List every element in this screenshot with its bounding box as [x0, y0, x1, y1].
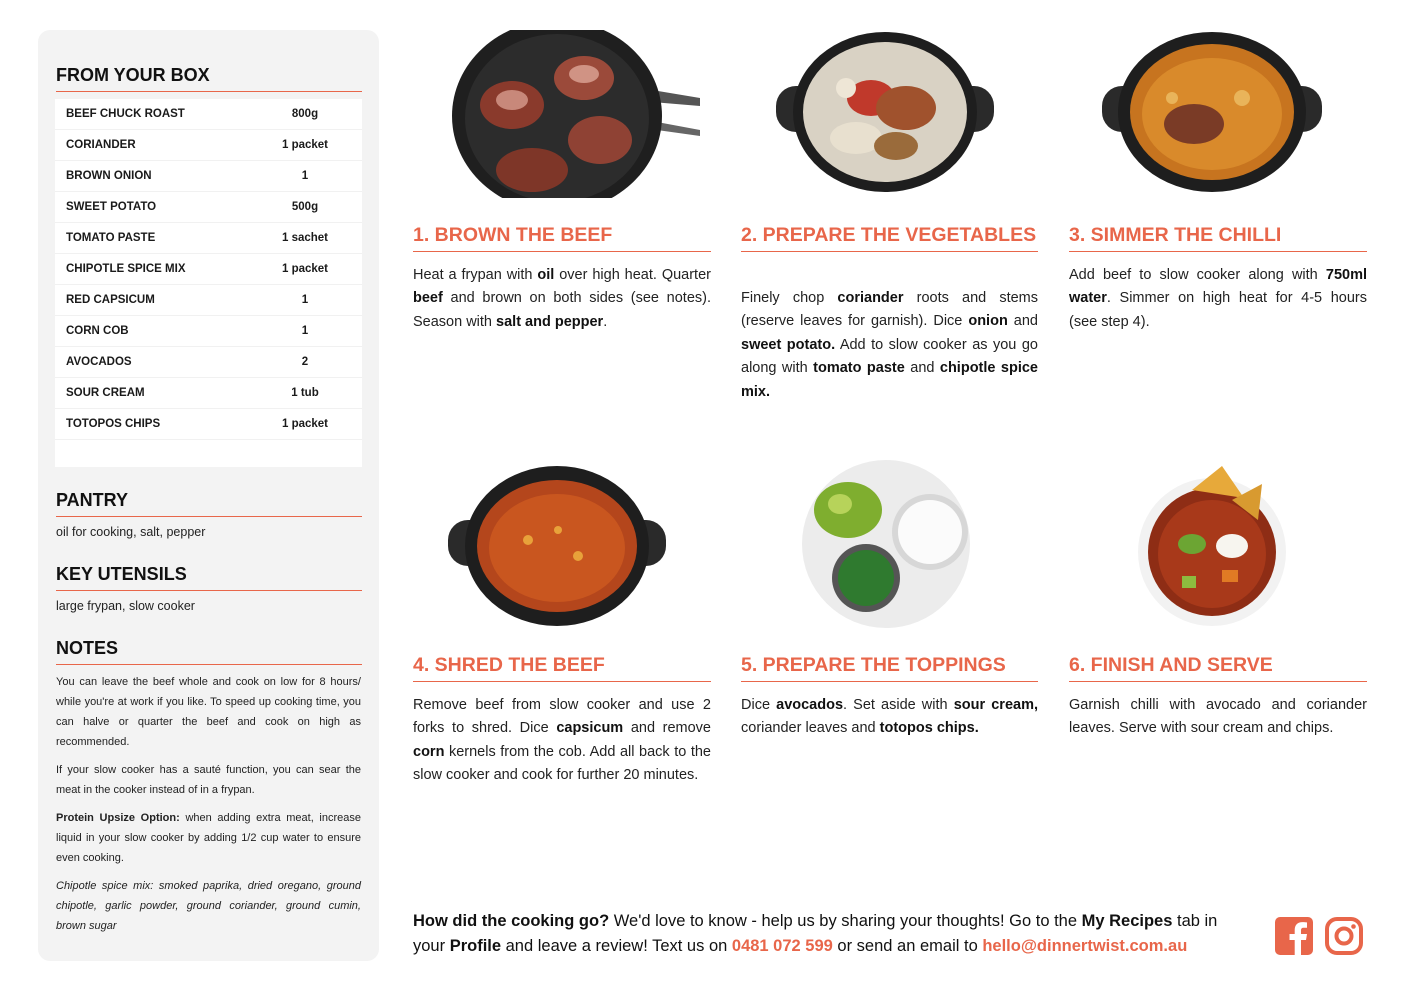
step-5-image: [800, 460, 972, 628]
note-bold-label: Protein Upsize Option:: [56, 812, 180, 824]
highlighted-ingredient: sweet potato.: [741, 336, 836, 353]
step-5-title: 5. PREPARE THE TOPPINGS: [741, 654, 1038, 682]
highlighted-ingredient: beef: [413, 290, 443, 307]
notes-heading: NOTES: [56, 638, 362, 665]
ingredient-name: AVOCADOS: [66, 356, 132, 368]
step-text-segment: Add to slow cooker as you go along with: [741, 336, 1038, 377]
step-text-segment: and: [904, 360, 940, 377]
highlighted-ingredient: capsicum: [556, 720, 624, 737]
ingredient-row: [55, 192, 362, 223]
step-4-text: [413, 694, 711, 788]
step-2-image: [776, 28, 994, 196]
ingredient-name: CORIANDER: [66, 139, 136, 151]
note-paragraph: If your slow cooker has a sauté function, you can sear the meat in the cooker instead of in a frypan.: [56, 764, 361, 796]
highlighted-ingredient: sour cream,: [953, 697, 1038, 713]
note-paragraph: You can leave the beef whole and cook on low for 8 hours/ while you're at work if you like. To speed up cooking time, you can halve or quarter the beef and cook on high as recommended.: [56, 676, 361, 748]
note-paragraph: Chipotle spice mix: smoked paprika, dried oregano, ground chipotle, garlic powder, ground coriander, ground cumin, brown sugar: [56, 880, 361, 932]
highlighted-ingredient: coriander: [837, 290, 904, 306]
feedback-footer: [413, 909, 1243, 959]
profile-label: Profile: [449, 937, 502, 955]
phone-number-link[interactable]: 0481 072 599: [731, 937, 833, 955]
step-text-segment: over high heat. Quarter: [554, 267, 711, 283]
ingredient-row: [55, 161, 362, 192]
step-text-segment: .: [603, 313, 608, 330]
step-text-segment: Dice: [741, 697, 777, 713]
step-text-segment: . Simmer on high heat for 4-5 hours (see step 4).: [1069, 290, 1367, 330]
ingredient-quantity: 1 packet: [281, 139, 329, 151]
highlighted-ingredient: totopos chips.: [879, 720, 979, 737]
ingredient-quantity: 1 packet: [281, 263, 329, 275]
feedback-question: How did the cooking go?: [413, 912, 610, 930]
step-text-segment: . Set aside with: [843, 697, 954, 713]
ingredient-quantity: 1 tub: [291, 387, 319, 399]
step-text-segment: coriander leaves and: [741, 720, 880, 737]
highlighted-ingredient: corn: [413, 743, 445, 760]
pantry-heading: PANTRY: [56, 490, 362, 517]
ingredient-name: TOMATO PASTE: [66, 232, 156, 244]
step-6-text: [1069, 694, 1367, 741]
step-text-segment: and remove: [623, 720, 712, 737]
note-paragraph: [56, 808, 361, 868]
box-ingredients-table: [55, 99, 362, 467]
highlighted-ingredient: tomato paste: [813, 360, 905, 377]
ingredient-row: [55, 409, 362, 440]
ingredient-row: [55, 223, 362, 254]
ingredient-row: [55, 347, 362, 378]
ingredient-name: BEEF CHUCK ROAST: [66, 108, 185, 120]
footer-text: or send an email to: [832, 937, 983, 955]
ingredient-quantity: 500g: [291, 201, 319, 213]
facebook-icon[interactable]: [1275, 917, 1313, 955]
step-text-segment: roots and stems (reserve leaves for garnish). Dice: [741, 290, 1039, 330]
step-2-title: 2. PREPARE THE VEGETABLES: [741, 224, 1038, 252]
footer-text: and leave a review! Text us on: [501, 937, 732, 955]
email-link[interactable]: hello@dinnertwist.com.au: [982, 937, 1188, 955]
footer-text: We'd love to know - help us by sharing your thoughts! Go to the: [609, 912, 1082, 930]
ingredient-name: SWEET POTATO: [66, 201, 157, 213]
ingredient-row: [55, 99, 362, 130]
ingredient-row: [55, 316, 362, 347]
utensils-heading: KEY UTENSILS: [56, 564, 362, 591]
step-text-segment: Heat a frypan with: [413, 267, 538, 283]
step-text-segment: Garnish chilli with avocado and coriander leaves. Serve with sour cream and chips.: [1069, 697, 1367, 737]
highlighted-ingredient: chipotle spice mix.: [741, 360, 1038, 400]
ingredient-quantity: 1 sachet: [281, 232, 329, 244]
ingredient-name: CORN COB: [66, 325, 129, 337]
highlighted-ingredient: 750ml water: [1069, 267, 1367, 307]
step-4-title: 4. SHRED THE BEEF: [413, 654, 711, 682]
ingredient-quantity: 1: [301, 294, 309, 306]
ingredient-quantity: 1 packet: [281, 418, 329, 430]
footer-text: tab in your: [413, 912, 1218, 955]
ingredient-row: [55, 285, 362, 316]
highlighted-ingredient: salt and pepper: [496, 313, 604, 330]
step-3-image: [1102, 28, 1322, 196]
step-4-image: [448, 460, 666, 628]
highlighted-ingredient: avocados: [776, 697, 844, 713]
step-text-segment: Add beef to slow cooker along with: [1069, 267, 1326, 283]
my-recipes-label: My Recipes: [1081, 912, 1173, 930]
ingredient-quantity: 800g: [291, 108, 319, 120]
step-6-title: 6. FINISH AND SERVE: [1069, 654, 1367, 682]
ingredient-quantity: 1: [301, 170, 309, 182]
ingredient-quantity: 1: [301, 325, 309, 337]
utensils-text: large frypan, slow cooker: [56, 599, 195, 613]
instagram-icon[interactable]: [1325, 917, 1363, 955]
notes-body: [56, 672, 361, 944]
step-6-image: [1132, 460, 1292, 628]
step-1-title: 1. BROWN THE BEEF: [413, 224, 711, 252]
ingredient-row: [55, 378, 362, 409]
step-2-text: [741, 287, 1038, 404]
step-text-segment: Remove beef from slow cooker and use 2 forks to shred. Dice: [413, 697, 711, 737]
note-text: when adding extra meat, increase liquid in your slow cooker by adding 1/2 cup water to ensure even cooking.: [56, 812, 361, 864]
step-3-title: 3. SIMMER THE CHILLI: [1069, 224, 1367, 252]
highlighted-ingredient: oil: [537, 267, 555, 283]
ingredient-row: [55, 130, 362, 161]
ingredients-sidebar: [38, 30, 379, 961]
step-text-segment: Finely chop: [741, 290, 838, 306]
ingredient-name: SOUR CREAM: [66, 387, 145, 399]
ingredient-name: TOTOPOS CHIPS: [66, 418, 161, 430]
step-text-segment: and: [1007, 313, 1038, 330]
pantry-text: oil for cooking, salt, pepper: [56, 525, 206, 539]
ingredient-quantity: 2: [301, 356, 309, 368]
ingredient-name: CHIPOTLE SPICE MIX: [66, 263, 186, 275]
highlighted-ingredient: onion: [968, 313, 1008, 330]
box-heading: FROM YOUR BOX: [56, 65, 362, 92]
step-1-text: [413, 264, 711, 334]
step-3-text: [1069, 264, 1367, 334]
ingredient-row: [55, 254, 362, 285]
step-5-text: [741, 694, 1038, 741]
step-text-segment: and brown on both sides (see notes). Season with: [413, 290, 711, 330]
step-text-segment: kernels from the cob. Add all back to the slow cooker and cook for further 20 minutes.: [413, 743, 711, 784]
step-1-image: [452, 30, 704, 198]
ingredient-name: BROWN ONION: [66, 170, 152, 182]
ingredient-name: RED CAPSICUM: [66, 294, 155, 306]
